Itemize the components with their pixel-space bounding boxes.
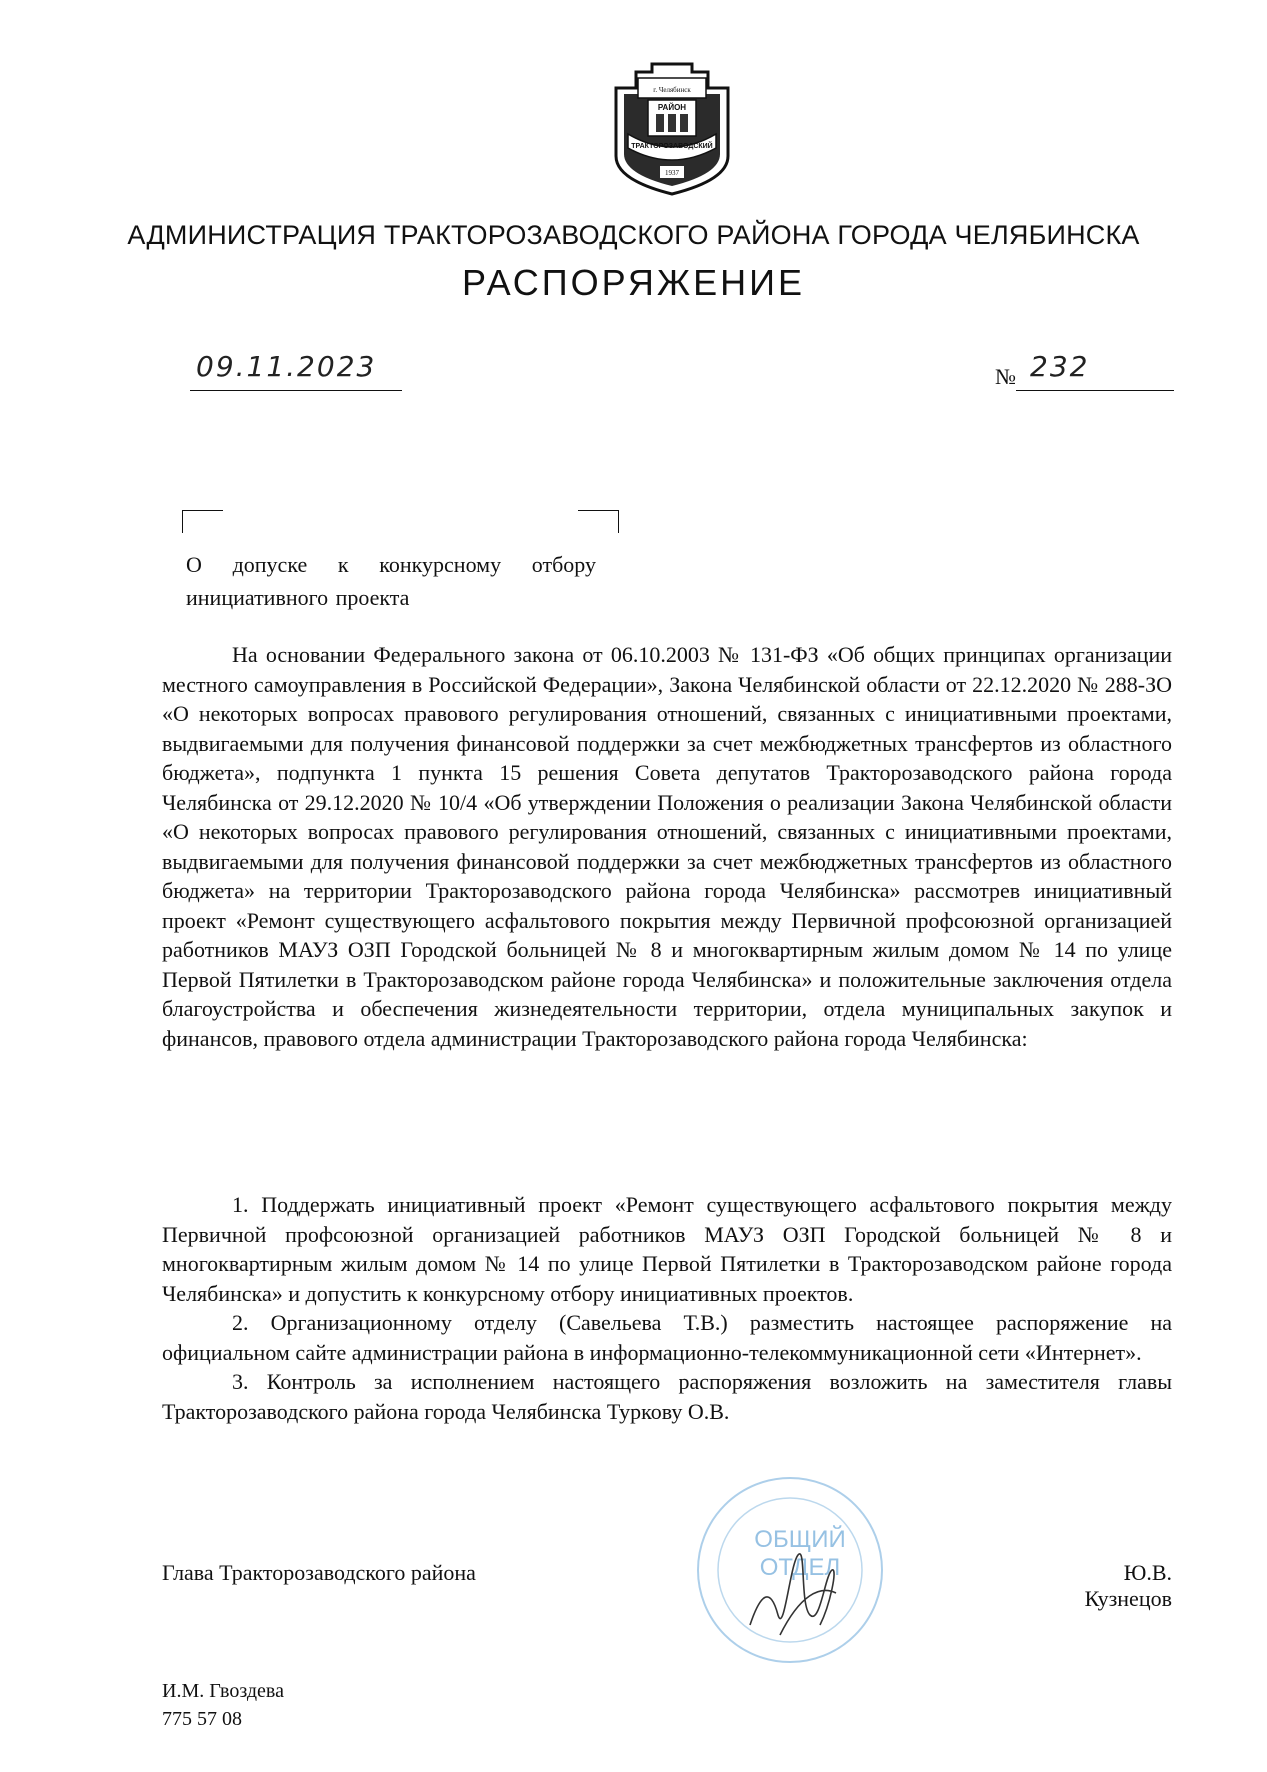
number-underline xyxy=(1016,390,1174,391)
executor-name: И.М. Гвоздева xyxy=(162,1680,284,1702)
order-items xyxy=(162,1190,1172,1426)
official-stamp xyxy=(660,1475,930,1675)
document-subject: О допуске к конкурсному отбору инициативного проекта xyxy=(186,552,596,610)
emblem-year-text: 1937 xyxy=(665,169,679,177)
preamble xyxy=(162,640,1172,1053)
emblem-city-text: г. Челябинск xyxy=(653,86,691,94)
emblem-district-text: ТРАКТОРОЗАВОДСКИЙ xyxy=(631,143,713,150)
preamble-text: На основании Федерального закона от 06.10.2003 № 131-ФЗ «Об общих принципах организации местного самоуправления в Российской Федерации», Закона Челябинской области от 22.12.2020 № 288-ЗО «О некоторых вопросах правового регулирования отношений, связанных с инициативными проектами, выдвигаемыми для получения финансовой поддержки за счет межбюджетных трансфертов из областного бюджета», подпункта 1 пункта 15 решения Совета депутатов Тракторозаводского района города Челябинска от 29.12.2020 № 10/4 «Об утверждении Положения о реализации Закона Челябинской области «О некоторых вопросах правового регулирования отношений, связанных с инициативными проектами, выдвигаемыми для получения финансовой поддержки за счет межбюджетных трансфертов из областного бюджета» на территории Тракторозаводского района города Челябинска» рассмотрев инициативный проект «Ремонт существующего асфальтового покрытия между Первичной профсоюзной организацией работников МАУЗ ОЗП Городской больницей № 8 и многоквартирным жилым домом № 14 по улице Первой Пятилетки в Тракторозаводском районе города Челябинска» и положительные заключения отдела благоустройства и обеспечения жизнедеятельности территории, отдела муниципальных закупок и финансов, правового отдела администрации Тракторозаводского района города Челябинска: xyxy=(162,642,1172,1051)
document-date: 09.11.2023 xyxy=(196,350,377,383)
subject-corner-right xyxy=(578,510,619,533)
stamp-text-line1: ОБЩИЙ xyxy=(754,1526,846,1553)
number-sign: № xyxy=(995,364,1016,389)
executor-phone: 775 57 08 xyxy=(162,1708,242,1730)
signer-name: Ю.В. Кузнецов xyxy=(1084,1560,1172,1611)
stamp-text-line2: ОТДЕЛ xyxy=(759,1554,841,1581)
order-item-2: 2. Организационному отделу (Савельева Т.В.) разместить настоящее распоряжение на официальном сайте администрации района в информационно-телекоммуникационной сети «Интернет». xyxy=(162,1310,1172,1365)
subject-corner-left xyxy=(182,510,223,533)
order-item-3: 3. Контроль за исполнением настоящего распоряжения возложить на заместителя главы Тракторозаводского района города Челябинска Туркову О.В. xyxy=(162,1369,1172,1424)
document-type-title: РАСПОРЯЖЕНИЕ xyxy=(461,262,806,303)
signer-title: Глава Тракторозаводского района xyxy=(162,1560,476,1585)
document-number: 232 xyxy=(1030,350,1090,383)
emblem-rayon-text: РАЙОН xyxy=(657,103,687,112)
district-emblem xyxy=(608,60,736,198)
organization-name: АДМИНИСТРАЦИЯ ТРАКТОРОЗАВОДСКОГО РАЙОНА ГОРОДА ЧЕЛЯБИНСКА xyxy=(127,220,1140,250)
date-underline xyxy=(190,390,402,391)
order-item-1: 1. Поддержать инициативный проект «Ремонт существующего асфальтового покрытия между Первичной профсоюзной организацией работников МАУЗ ОЗП Городской больницей № 8 и многоквартирным жилым домом № 14 по улице Первой Пятилетки в Тракторозаводском районе города Челябинска» и допустить к конкурсному отбору инициативных проектов. xyxy=(162,1192,1172,1306)
